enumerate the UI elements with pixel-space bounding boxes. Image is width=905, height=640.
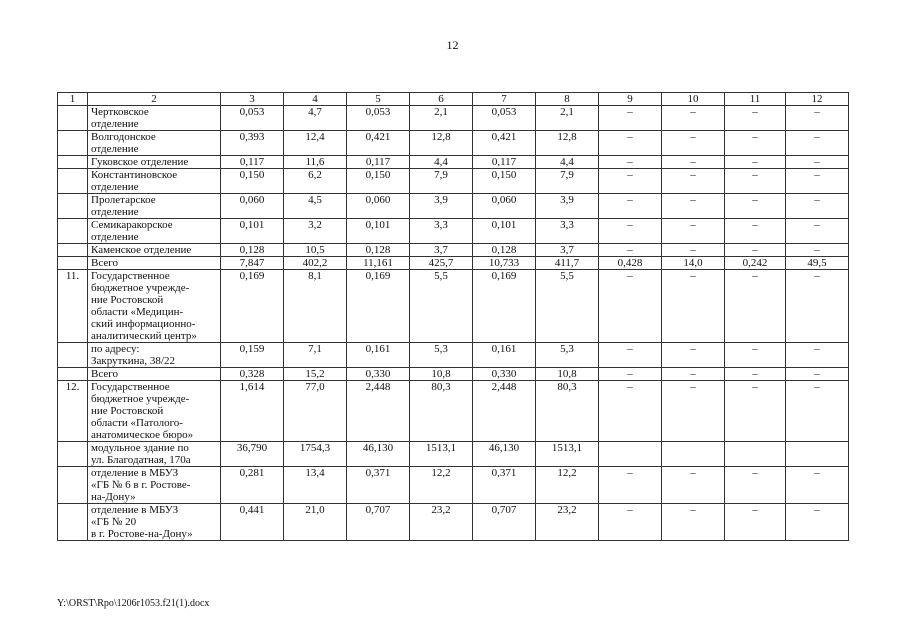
- value-cell: 2,1: [536, 106, 599, 131]
- value-cell: 21,0: [284, 504, 347, 541]
- value-cell: 0,128: [347, 244, 410, 257]
- value-cell: –: [599, 381, 662, 442]
- row-label: Гуковское отделение: [88, 156, 221, 169]
- value-cell: 4,7: [284, 106, 347, 131]
- value-cell: –: [725, 270, 786, 343]
- value-cell: 0,117: [473, 156, 536, 169]
- value-cell: 7,847: [221, 257, 284, 270]
- value-cell: 0,707: [473, 504, 536, 541]
- value-cell: 402,2: [284, 257, 347, 270]
- table-row: [58, 194, 849, 219]
- value-cell: [599, 442, 662, 467]
- value-cell: 0,101: [347, 219, 410, 244]
- value-cell: –: [662, 368, 725, 381]
- value-cell: 0,101: [221, 219, 284, 244]
- value-cell: [662, 442, 725, 467]
- value-cell: 1513,1: [410, 442, 473, 467]
- header-cell: 4: [284, 93, 347, 106]
- value-cell: 0,330: [473, 368, 536, 381]
- value-cell: –: [662, 381, 725, 442]
- value-cell: 7,9: [410, 169, 473, 194]
- value-cell: –: [786, 131, 849, 156]
- row-number: [58, 156, 88, 169]
- value-cell: 0,128: [221, 244, 284, 257]
- value-cell: 4,4: [536, 156, 599, 169]
- row-number: [58, 504, 88, 541]
- value-cell: –: [662, 219, 725, 244]
- data-table: [57, 92, 849, 541]
- value-cell: 13,4: [284, 467, 347, 504]
- table-row: [58, 106, 849, 131]
- row-number: 12.: [58, 381, 88, 442]
- page-number: 12: [446, 38, 459, 52]
- value-cell: 0,053: [473, 106, 536, 131]
- value-cell: 5,3: [410, 343, 473, 368]
- value-cell: –: [599, 244, 662, 257]
- value-cell: 425,7: [410, 257, 473, 270]
- value-cell: 0,117: [221, 156, 284, 169]
- value-cell: –: [662, 467, 725, 504]
- table-row: [58, 442, 849, 467]
- row-label: Чертковское отделение: [88, 106, 221, 131]
- header-cell: 11: [725, 93, 786, 106]
- value-cell: 80,3: [410, 381, 473, 442]
- value-cell: –: [662, 131, 725, 156]
- value-cell: 411,7: [536, 257, 599, 270]
- row-label: Государственное бюджетное учрежде- ние Ростовской области «Патолого- анатомическое бюро»: [88, 381, 221, 442]
- table-row: [58, 219, 849, 244]
- value-cell: 80,3: [536, 381, 599, 442]
- table-row: [58, 244, 849, 257]
- row-number: [58, 194, 88, 219]
- value-cell: 23,2: [410, 504, 473, 541]
- value-cell: 77,0: [284, 381, 347, 442]
- value-cell: 36,790: [221, 442, 284, 467]
- header-cell: 5: [347, 93, 410, 106]
- header-cell: 10: [662, 93, 725, 106]
- header-cell: 2: [88, 93, 221, 106]
- row-label: Пролетарское отделение: [88, 194, 221, 219]
- value-cell: 15,2: [284, 368, 347, 381]
- header-cell: 1: [58, 93, 88, 106]
- value-cell: 1513,1: [536, 442, 599, 467]
- value-cell: –: [662, 156, 725, 169]
- value-cell: –: [599, 219, 662, 244]
- value-cell: 0,281: [221, 467, 284, 504]
- value-cell: 3,7: [536, 244, 599, 257]
- value-cell: –: [599, 106, 662, 131]
- table-row: [58, 343, 849, 368]
- value-cell: –: [786, 270, 849, 343]
- value-cell: 0,328: [221, 368, 284, 381]
- value-cell: 0,161: [473, 343, 536, 368]
- row-number: [58, 244, 88, 257]
- value-cell: –: [662, 106, 725, 131]
- value-cell: –: [725, 381, 786, 442]
- value-cell: 3,2: [284, 219, 347, 244]
- value-cell: 4,4: [410, 156, 473, 169]
- row-number: [58, 169, 88, 194]
- value-cell: 10,8: [536, 368, 599, 381]
- header-cell: 3: [221, 93, 284, 106]
- value-cell: 2,448: [473, 381, 536, 442]
- value-cell: 46,130: [473, 442, 536, 467]
- value-cell: –: [599, 368, 662, 381]
- value-cell: –: [599, 169, 662, 194]
- table-row: [58, 131, 849, 156]
- value-cell: 0,060: [221, 194, 284, 219]
- row-number: [58, 219, 88, 244]
- table-row: [58, 504, 849, 541]
- value-cell: 0,150: [347, 169, 410, 194]
- value-cell: 11,6: [284, 156, 347, 169]
- row-label: Константиновское отделение: [88, 169, 221, 194]
- value-cell: 0,169: [473, 270, 536, 343]
- value-cell: –: [725, 504, 786, 541]
- row-number: 11.: [58, 270, 88, 343]
- value-cell: 0,128: [473, 244, 536, 257]
- row-label: Семикаракорское отделение: [88, 219, 221, 244]
- row-label: модульное здание по ул. Благодатная, 170а: [88, 442, 221, 467]
- value-cell: –: [599, 467, 662, 504]
- header-cell: 12: [786, 93, 849, 106]
- value-cell: 0,060: [473, 194, 536, 219]
- table-row: [58, 368, 849, 381]
- header-cell: 6: [410, 93, 473, 106]
- value-cell: 3,9: [410, 194, 473, 219]
- value-cell: –: [725, 106, 786, 131]
- value-cell: –: [786, 169, 849, 194]
- value-cell: 0,441: [221, 504, 284, 541]
- value-cell: –: [662, 194, 725, 219]
- row-number: [58, 106, 88, 131]
- value-cell: –: [786, 343, 849, 368]
- value-cell: 4,5: [284, 194, 347, 219]
- value-cell: 1,614: [221, 381, 284, 442]
- value-cell: –: [725, 467, 786, 504]
- value-cell: 7,9: [536, 169, 599, 194]
- row-number: [58, 368, 88, 381]
- row-label: Каменское отделение: [88, 244, 221, 257]
- row-number: [58, 257, 88, 270]
- row-number: [58, 131, 88, 156]
- value-cell: 5,5: [410, 270, 473, 343]
- value-cell: 0,330: [347, 368, 410, 381]
- value-cell: 0,393: [221, 131, 284, 156]
- value-cell: –: [662, 169, 725, 194]
- header-cell: 8: [536, 93, 599, 106]
- value-cell: –: [599, 156, 662, 169]
- value-cell: 0,371: [347, 467, 410, 504]
- value-cell: 0,169: [221, 270, 284, 343]
- value-cell: –: [725, 194, 786, 219]
- value-cell: 0,053: [221, 106, 284, 131]
- value-cell: 12,4: [284, 131, 347, 156]
- file-path-footer: Y:\ORST\Rpo\1206r1053.f21(1).docx: [57, 598, 210, 609]
- value-cell: 12,8: [410, 131, 473, 156]
- table-row: [58, 257, 849, 270]
- value-cell: 5,3: [536, 343, 599, 368]
- value-cell: 12,8: [536, 131, 599, 156]
- row-label: Волгодонское отделение: [88, 131, 221, 156]
- row-label: Всего: [88, 368, 221, 381]
- value-cell: [786, 442, 849, 467]
- value-cell: –: [786, 106, 849, 131]
- value-cell: 0,161: [347, 343, 410, 368]
- value-cell: 0,707: [347, 504, 410, 541]
- value-cell: –: [786, 504, 849, 541]
- value-cell: –: [725, 131, 786, 156]
- value-cell: 11,161: [347, 257, 410, 270]
- value-cell: 0,060: [347, 194, 410, 219]
- value-cell: 3,3: [410, 219, 473, 244]
- row-number: [58, 442, 88, 467]
- value-cell: –: [662, 270, 725, 343]
- value-cell: –: [599, 131, 662, 156]
- value-cell: –: [599, 194, 662, 219]
- value-cell: 3,7: [410, 244, 473, 257]
- value-cell: 10,733: [473, 257, 536, 270]
- row-label: отделение в МБУЗ «ГБ № 6 в г. Ростове- на-Дону»: [88, 467, 221, 504]
- value-cell: 23,2: [536, 504, 599, 541]
- header-row: [58, 93, 849, 106]
- header-cell: 9: [599, 93, 662, 106]
- value-cell: –: [786, 244, 849, 257]
- table-row: [58, 381, 849, 442]
- row-label: по адресу: Закруткина, 38/22: [88, 343, 221, 368]
- value-cell: 0,428: [599, 257, 662, 270]
- value-cell: –: [599, 270, 662, 343]
- value-cell: 0,159: [221, 343, 284, 368]
- value-cell: 0,421: [347, 131, 410, 156]
- value-cell: 0,242: [725, 257, 786, 270]
- value-cell: –: [725, 169, 786, 194]
- row-number: [58, 467, 88, 504]
- value-cell: 2,1: [410, 106, 473, 131]
- value-cell: –: [725, 343, 786, 368]
- value-cell: –: [662, 504, 725, 541]
- value-cell: 0,169: [347, 270, 410, 343]
- value-cell: –: [725, 156, 786, 169]
- value-cell: 2,448: [347, 381, 410, 442]
- value-cell: 0,421: [473, 131, 536, 156]
- value-cell: 10,5: [284, 244, 347, 257]
- value-cell: –: [786, 194, 849, 219]
- value-cell: 12,2: [536, 467, 599, 504]
- value-cell: 0,371: [473, 467, 536, 504]
- table-row: [58, 156, 849, 169]
- table-row: [58, 270, 849, 343]
- value-cell: 0,117: [347, 156, 410, 169]
- row-number: [58, 343, 88, 368]
- value-cell: –: [786, 368, 849, 381]
- value-cell: 6,2: [284, 169, 347, 194]
- value-cell: 0,053: [347, 106, 410, 131]
- value-cell: –: [662, 244, 725, 257]
- row-label: Государственное бюджетное учрежде- ние Ростовской области «Медицин- ский информационно- аналитический центр»: [88, 270, 221, 343]
- value-cell: 5,5: [536, 270, 599, 343]
- value-cell: 46,130: [347, 442, 410, 467]
- value-cell: 0,150: [473, 169, 536, 194]
- row-label: Всего: [88, 257, 221, 270]
- value-cell: 1754,3: [284, 442, 347, 467]
- value-cell: 3,3: [536, 219, 599, 244]
- table-row: [58, 169, 849, 194]
- value-cell: –: [725, 244, 786, 257]
- value-cell: –: [786, 156, 849, 169]
- value-cell: –: [599, 343, 662, 368]
- value-cell: –: [725, 219, 786, 244]
- value-cell: –: [725, 368, 786, 381]
- value-cell: 49,5: [786, 257, 849, 270]
- value-cell: 14,0: [662, 257, 725, 270]
- row-label: отделение в МБУЗ «ГБ № 20 в г. Ростове-на-Дону»: [88, 504, 221, 541]
- value-cell: 12,2: [410, 467, 473, 504]
- value-cell: –: [786, 467, 849, 504]
- value-cell: 0,101: [473, 219, 536, 244]
- value-cell: –: [599, 504, 662, 541]
- value-cell: –: [662, 343, 725, 368]
- value-cell: 7,1: [284, 343, 347, 368]
- value-cell: [725, 442, 786, 467]
- value-cell: 0,150: [221, 169, 284, 194]
- value-cell: –: [786, 219, 849, 244]
- header-cell: 7: [473, 93, 536, 106]
- value-cell: 10,8: [410, 368, 473, 381]
- value-cell: –: [786, 381, 849, 442]
- table-row: [58, 467, 849, 504]
- value-cell: 3,9: [536, 194, 599, 219]
- value-cell: 8,1: [284, 270, 347, 343]
